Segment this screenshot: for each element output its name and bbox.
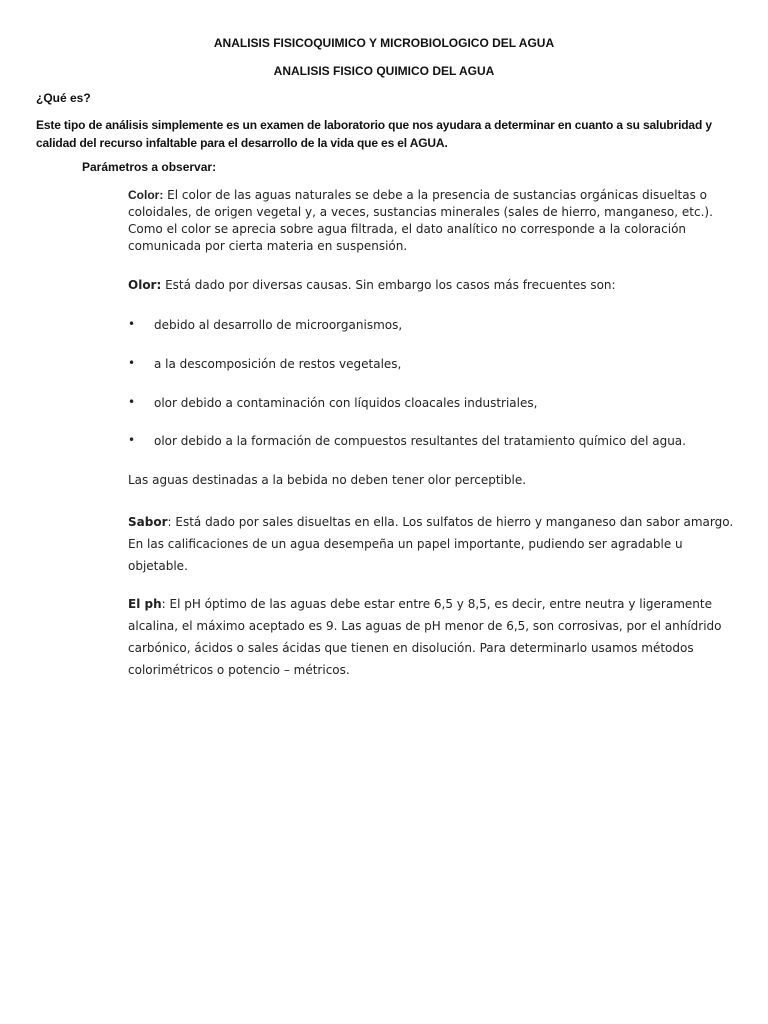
color-paragraph bbox=[128, 187, 740, 255]
color-label: Color: bbox=[128, 188, 164, 202]
ph-label: El ph bbox=[128, 597, 162, 611]
bullet-icon: • bbox=[128, 433, 136, 447]
ph-text: : El pH óptimo de las aguas debe estar entre 6,5 y 8,5, es decir, entre neutra y ligeramente alcalina, el máximo aceptado es 9. Las aguas de pH menor de 6,5, son corrosivas, por el anhídrido carbónico, ácidos o sales ácidas que tienen en disolución. Para determinarlo usamos métodos colorimétricos o potencio – métricos. bbox=[128, 597, 722, 677]
bullet-icon: • bbox=[128, 317, 136, 331]
section-title: ANALISIS FISICO QUIMICO DEL AGUA bbox=[273, 64, 495, 78]
ph-paragraph bbox=[128, 593, 740, 681]
olor-paragraph bbox=[128, 278, 740, 292]
color-text: El color de las aguas naturales se debe a la presencia de sustancias orgánicas disueltas o coloidales, de origen vegetal y, a veces, sustancias minerales (sales de hierro, manganeso, etc.). Como el color se aprecia sobre agua filtrada, el dato analítico no corresponde a la coloración comunicada por cierta materia en suspensión. bbox=[128, 188, 713, 253]
parameters-heading: Parámetros a observar: bbox=[82, 160, 217, 174]
list-item-text: a la descomposición de restos vegetales, bbox=[154, 357, 402, 371]
sabor-paragraph bbox=[128, 511, 740, 577]
main-title: ANALISIS FISICOQUIMICO Y MICROBIOLOGICO DEL AGUA bbox=[213, 36, 555, 50]
list-item-text: olor debido a la formación de compuestos resultantes del tratamiento químico del agua. bbox=[154, 434, 686, 448]
sabor-label: Sabor bbox=[128, 515, 168, 529]
aguas-paragraph: Las aguas destinadas a la bebida no deben tener olor perceptible. bbox=[128, 473, 527, 487]
list-item-text: olor debido a contaminación con líquidos cloacales industriales, bbox=[154, 396, 538, 410]
intro-paragraph: Este tipo de análisis simplemente es un examen de laboratorio que nos ayudara a determinar en cuanto a su salubridad y calidad del recurso infaltable para el desarrollo de la vida que es el AGUA. bbox=[36, 118, 712, 150]
bullet-icon: • bbox=[128, 356, 136, 370]
olor-label: Olor: bbox=[128, 278, 162, 292]
olor-text: Está dado por diversas causas. Sin embargo los casos más frecuentes son: bbox=[161, 278, 616, 292]
question-heading: ¿Qué es? bbox=[36, 91, 91, 105]
bullet-icon: • bbox=[128, 395, 136, 409]
list-item-text: debido al desarrollo de microorganismos, bbox=[154, 318, 403, 332]
sabor-text: : Está dado por sales disueltas en ella. Los sulfatos de hierro y manganeso dan sabor amargo. En las calificaciones de un agua desempeña un papel importante, pudiendo ser agradable u objetable. bbox=[128, 515, 734, 573]
